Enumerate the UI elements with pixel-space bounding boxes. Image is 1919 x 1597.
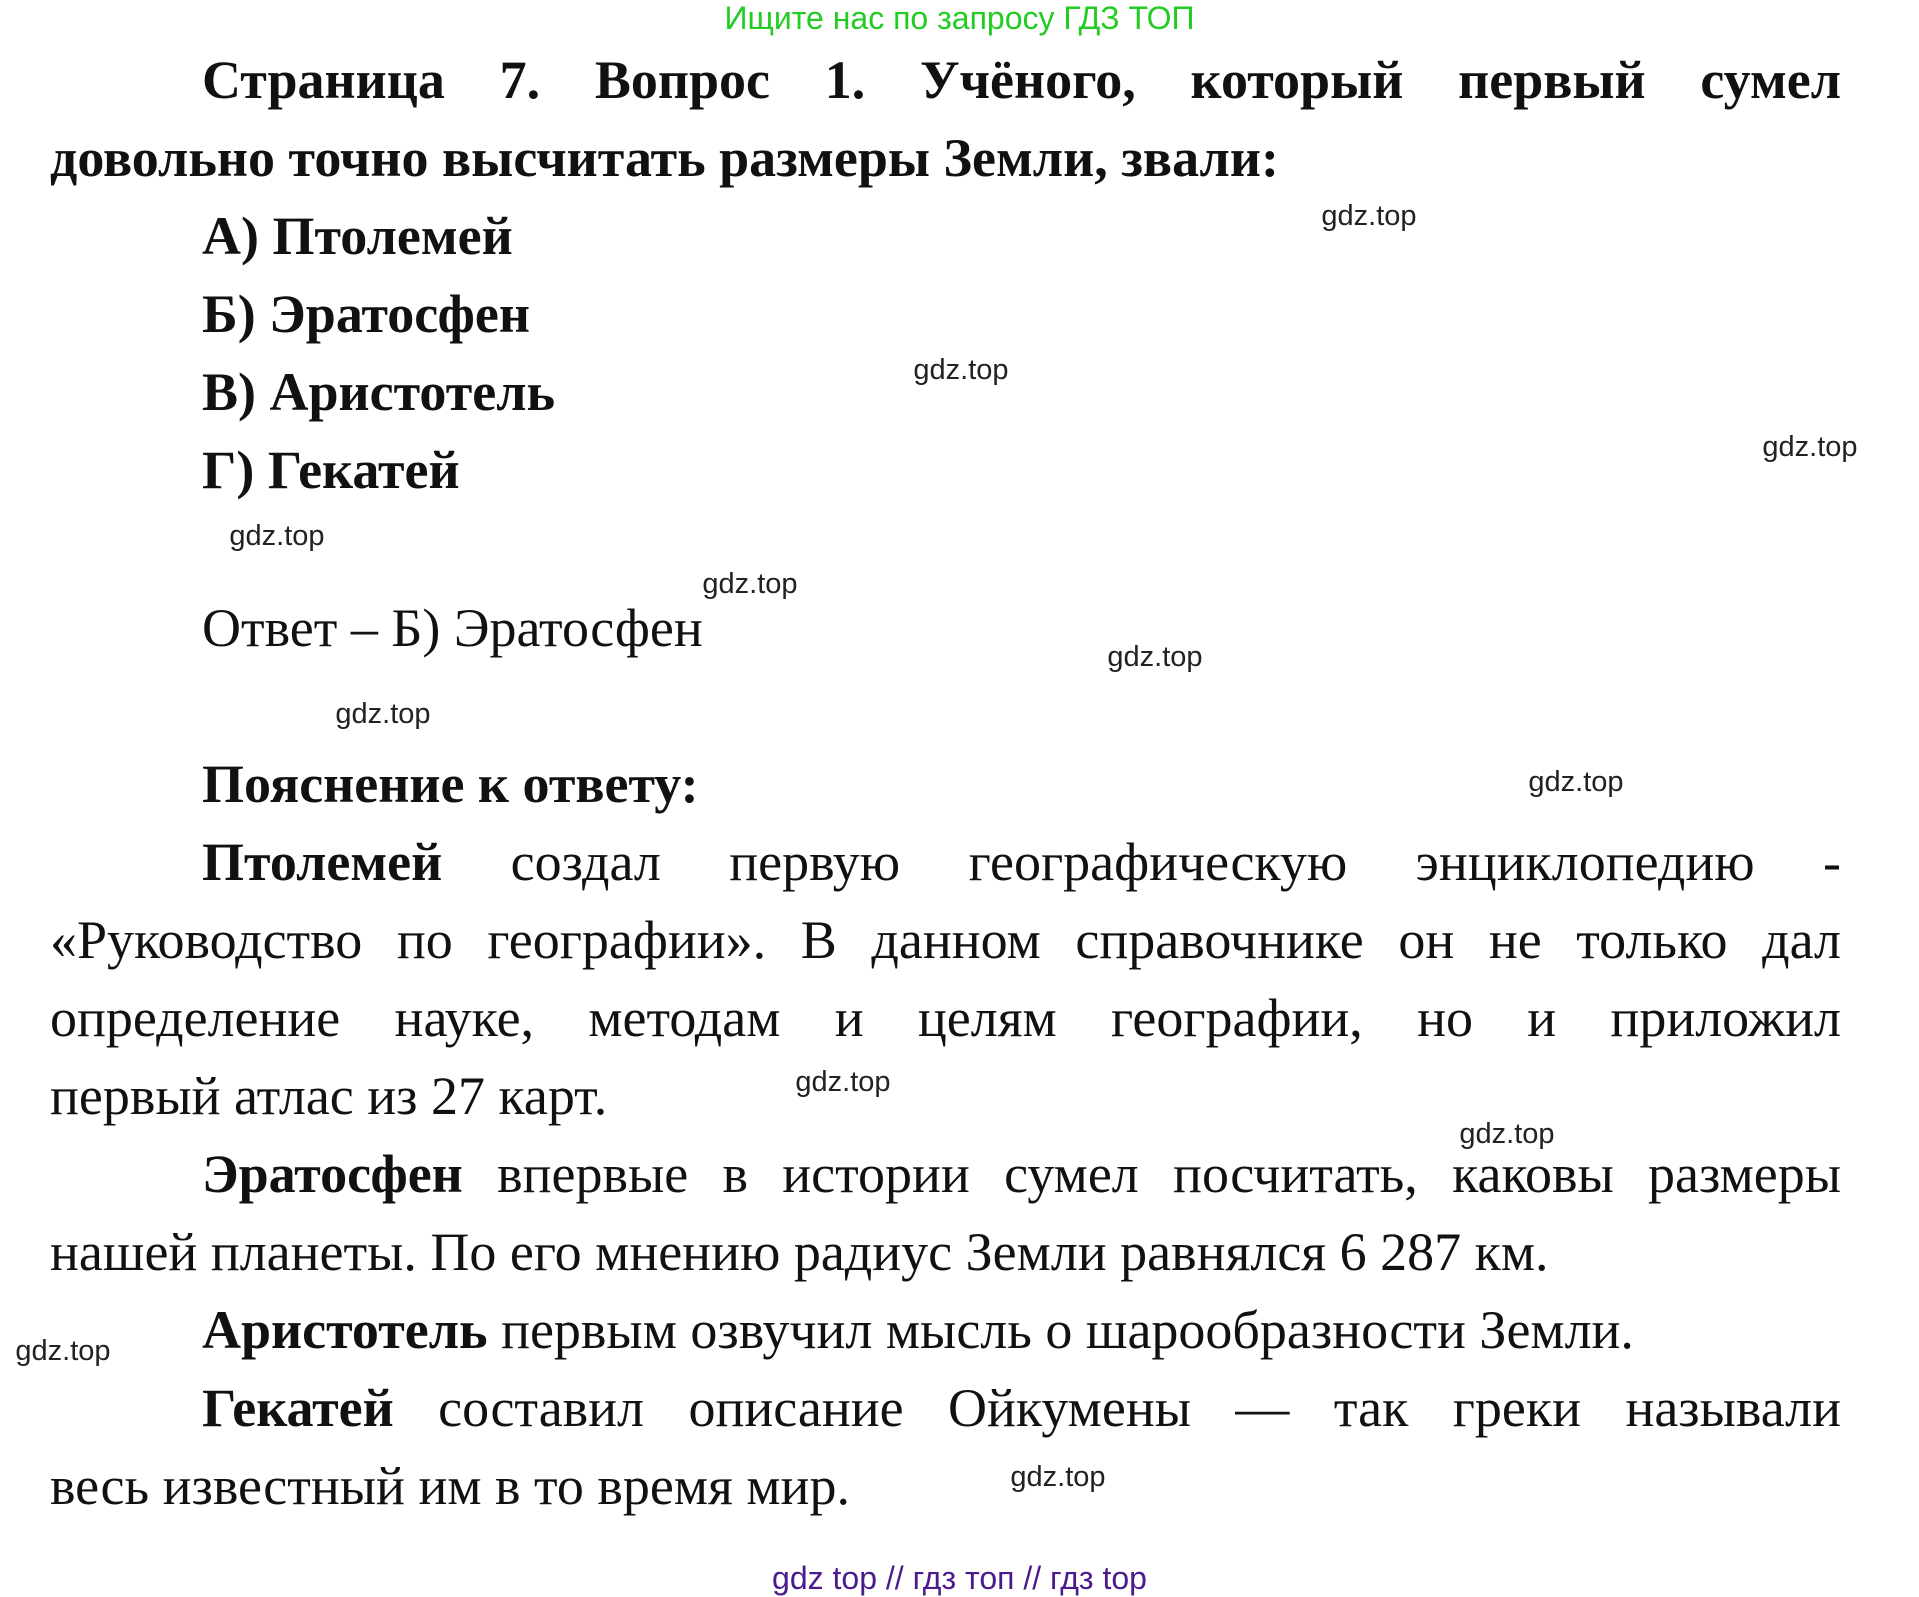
- watermark: gdz.top: [15, 1335, 111, 1367]
- footer-watermark: gdz top // гдз топ // гдз top: [772, 1560, 1147, 1596]
- watermark: gdz.top: [795, 1066, 891, 1098]
- watermark: gdz.top: [1528, 766, 1624, 798]
- term-eratosthenes: Эратосфен: [202, 1144, 463, 1204]
- p2-text: впервые в истории сумел посчитать, каковы размеры: [497, 1144, 1841, 1204]
- explanation-heading: Пояснение к ответу:: [202, 754, 699, 814]
- term-aristotle: Аристотель: [202, 1300, 488, 1360]
- explanation-p2-line1: [202, 1142, 1841, 1206]
- p3-text: первым озвучил мысль о шарообразности Земли.: [501, 1300, 1634, 1360]
- watermark: gdz.top: [1459, 1118, 1555, 1150]
- option-c: В) Аристотель: [202, 362, 556, 422]
- watermark: gdz.top: [913, 354, 1009, 386]
- explanation-p3-line1: [202, 1298, 1634, 1362]
- watermark: gdz.top: [229, 520, 325, 552]
- explanation-p1-line4: первый атлас из 27 карт.: [50, 1066, 608, 1126]
- option-a: А) Птолемей: [202, 206, 513, 266]
- explanation-p1-line3: определение науке, методам и целям географии, но и приложил: [50, 988, 1841, 1048]
- watermark: gdz.top: [1762, 431, 1858, 463]
- explanation-p1-line2: «Руководство по географии». В данном справочнике он не только дал: [50, 910, 1841, 970]
- explanation-p4-line2: весь известный им в то время мир.: [50, 1456, 850, 1516]
- p1-text: создал первую географическую энциклопедию -: [510, 832, 1841, 892]
- watermark: gdz.top: [1321, 200, 1417, 232]
- watermark: gdz.top: [1107, 641, 1203, 673]
- watermark: gdz.top: [335, 698, 431, 730]
- term-ptolemy: Птолемей: [202, 832, 443, 892]
- answer-text: Ответ – Б) Эратосфен: [202, 598, 703, 658]
- explanation-p1-line1: [202, 830, 1841, 894]
- explanation-p4-line1: [202, 1376, 1841, 1440]
- question-line-1: Страница 7. Вопрос 1. Учёного, который первый сумел: [202, 50, 1841, 110]
- explanation-p2-line2: нашей планеты. По его мнению радиус Земли равнялся 6 287 км.: [50, 1222, 1549, 1282]
- p4-text: составил описание Ойкумены — так греки называли: [438, 1378, 1841, 1438]
- watermark: gdz.top: [1010, 1461, 1106, 1493]
- option-b: Б) Эратосфен: [202, 284, 530, 344]
- search-hint-banner: Ищите нас по запросу ГДЗ ТОП: [724, 0, 1195, 36]
- question-line-2: довольно точно высчитать размеры Земли, звали:: [50, 128, 1279, 188]
- watermark: gdz.top: [702, 568, 798, 600]
- option-d: Г) Гекатей: [202, 440, 460, 500]
- term-hecataeus: Гекатей: [202, 1378, 394, 1438]
